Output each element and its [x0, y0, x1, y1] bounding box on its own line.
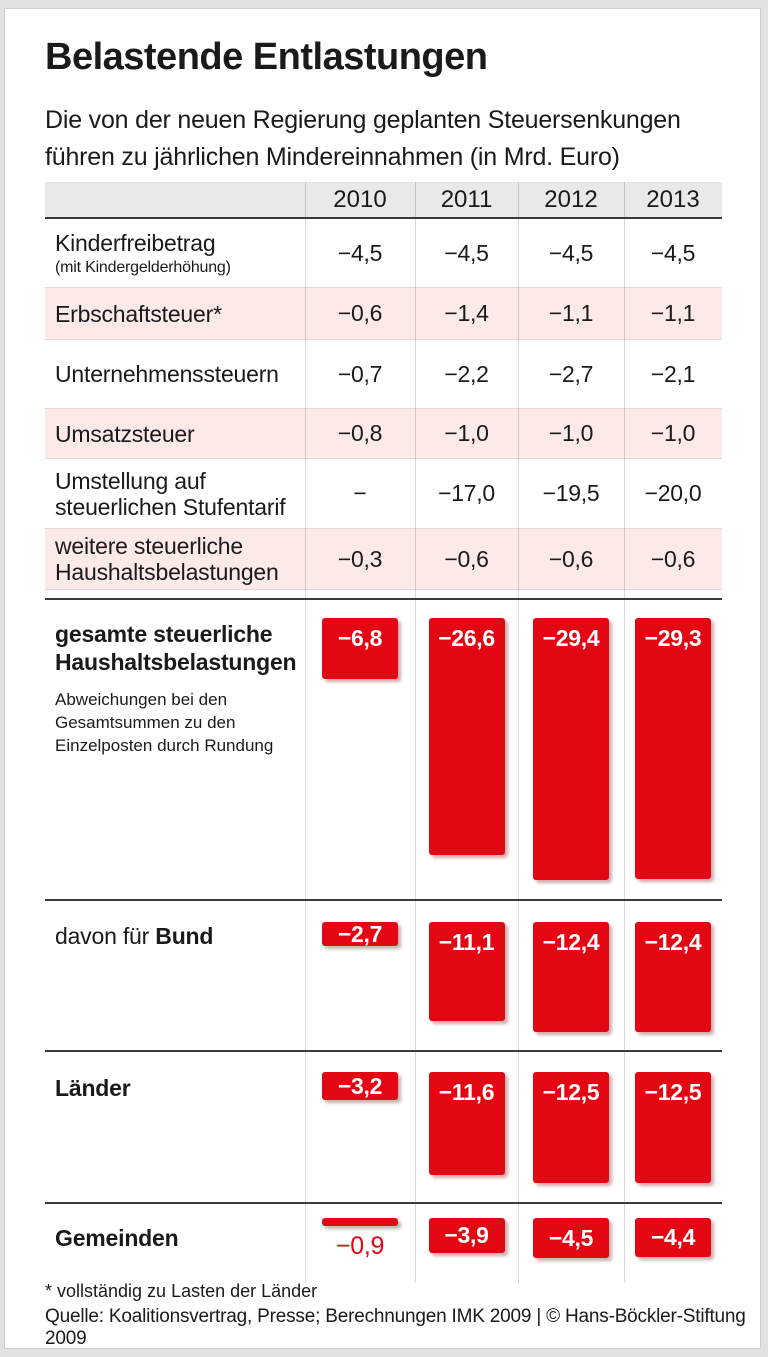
row-label-text: Kinderfreibetrag — [55, 229, 216, 256]
row-value: −20,0 — [644, 480, 702, 506]
tax-table — [45, 219, 722, 590]
footnote: * vollständig zu Lasten der Länder — [45, 1281, 318, 1301]
bar-value-label: −26,6 — [438, 625, 495, 651]
section-label-gesamt-text: gesamte steuerliche Haushaltsbelastungen — [55, 621, 297, 675]
row-value: −0,8 — [337, 420, 383, 446]
bar-value-label: −29,4 — [542, 625, 600, 651]
bar-2010 — [322, 1218, 398, 1226]
row-value: −0,6 — [337, 300, 383, 326]
row-value: − — [353, 480, 367, 506]
row-value: −1,1 — [650, 300, 696, 326]
bar-2013 — [635, 1072, 711, 1183]
bar-value-label: −4,4 — [650, 1224, 696, 1250]
bar-value-label: −11,6 — [438, 1079, 495, 1105]
table-row — [45, 459, 722, 528]
bar-value-label: −6,8 — [337, 625, 383, 651]
bar-2010 — [322, 922, 398, 946]
bar-2011 — [429, 922, 505, 1021]
row-label-text: weitere steuerliche Haushaltsbelastungen — [55, 533, 279, 585]
section-label-bund-text: Bund — [155, 923, 214, 949]
rounding-note: Abweichungen bei den Gesamtsummen zu den Einzelposten durch Rundung — [55, 690, 274, 755]
table-row — [45, 219, 722, 287]
bar-value-label: −12,4 — [542, 929, 600, 955]
row-value: −2,1 — [650, 360, 696, 387]
row-label — [45, 230, 305, 277]
year-header-2013: 2013 — [646, 186, 700, 213]
row-value: −2,2 — [444, 360, 489, 387]
section-label-gemeinden-text: Gemeinden — [55, 1225, 179, 1251]
bar-2012 — [533, 618, 609, 880]
section-label-bund-prefix: davon für — [55, 923, 156, 949]
bar-2011 — [429, 618, 505, 855]
grid-line — [305, 182, 306, 1283]
section-label-laender — [55, 1074, 305, 1102]
bar-2011 — [429, 1072, 505, 1175]
bar-2011 — [429, 1218, 505, 1253]
bar-2013 — [635, 922, 711, 1032]
row-value: −4,5 — [337, 239, 383, 266]
grid-line — [518, 182, 519, 1283]
table-row — [45, 340, 722, 408]
section-divider — [45, 899, 722, 901]
grid-line — [415, 182, 416, 1283]
row-value: −4,5 — [444, 239, 489, 266]
row-value: −0,6 — [444, 545, 489, 572]
row-value: −1,4 — [444, 300, 489, 326]
row-value: −1,0 — [444, 420, 489, 446]
row-value: −1,0 — [548, 420, 594, 446]
row-value: −4,5 — [650, 239, 696, 266]
year-header-2010: 2010 — [333, 186, 387, 213]
row-value: −0,6 — [548, 545, 594, 572]
row-label — [45, 301, 305, 327]
row-label — [45, 421, 305, 447]
bar-value-label: −4,5 — [548, 1224, 594, 1251]
bar-2012 — [533, 1218, 609, 1258]
section-label-laender-text: Länder — [55, 1075, 131, 1101]
subtitle-line-1: Die von der neuen Regierung geplanten Steuersenkungen — [45, 106, 681, 134]
section-label-gesamt — [55, 620, 305, 757]
section-divider — [45, 1050, 722, 1052]
section-divider — [45, 217, 722, 219]
section-label-gemeinden — [55, 1224, 305, 1252]
bar-2013 — [635, 1218, 711, 1257]
section-label-bund — [55, 922, 305, 950]
row-value: −0,6 — [650, 545, 696, 572]
bar-value-label: −29,3 — [644, 625, 702, 651]
row-value: −4,5 — [548, 239, 594, 266]
bar-value-label: −12,4 — [644, 929, 702, 955]
bar-value-label: −11,1 — [438, 929, 495, 955]
bar-2010 — [322, 618, 398, 679]
grid-line — [624, 182, 625, 1283]
bar-2012 — [533, 922, 609, 1032]
bar-2013 — [635, 618, 711, 879]
bar-2012 — [533, 1072, 609, 1183]
bar-value-label: −12,5 — [542, 1079, 600, 1105]
chart-area — [45, 0, 722, 1357]
bar-2010 — [322, 1072, 398, 1100]
year-header-2011: 2011 — [440, 186, 493, 213]
bar-value-label: −2,7 — [337, 920, 383, 947]
row-value: −2,7 — [548, 360, 594, 387]
subtitle-line-2: führen zu jährlichen Mindereinnahmen (in Mrd. Euro) — [45, 143, 620, 171]
page-title: Belastende Entlastungen — [45, 36, 488, 78]
row-value: −0,7 — [337, 360, 383, 387]
section-divider — [45, 1202, 722, 1204]
row-label-text: Umsatzsteuer — [55, 420, 195, 447]
source-line: Quelle: Koalitionsvertrag, Presse; Berechnungen IMK 2009 | © Hans-Böckler-Stiftung 2009 — [45, 1306, 746, 1349]
bar-value-label: −12,5 — [644, 1079, 702, 1105]
bar-value-label: −3,9 — [444, 1222, 489, 1248]
bar-value-label: −0,9 — [335, 1232, 385, 1260]
table-row — [45, 528, 722, 590]
bar-value-label: −3,2 — [337, 1072, 383, 1099]
row-value: −17,0 — [438, 480, 495, 506]
year-header-2012: 2012 — [544, 186, 598, 213]
row-value: −19,5 — [542, 480, 600, 506]
row-sublabel: (mit Kindergelderhöhung) — [55, 258, 231, 276]
row-value: −0,3 — [337, 545, 383, 572]
row-label — [45, 533, 305, 585]
row-label — [45, 361, 305, 387]
row-value: −1,0 — [650, 420, 696, 446]
row-label-text: Unternehmenssteuern — [55, 361, 279, 387]
section-divider — [45, 598, 722, 600]
table-row — [45, 408, 722, 459]
row-label — [45, 468, 305, 520]
row-label-text: Umstellung auf steuerlichen Stufentarif — [55, 467, 286, 520]
table-row — [45, 287, 722, 340]
row-label-text: Erbschaftsteuer* — [55, 300, 222, 327]
row-value: −1,1 — [548, 300, 594, 326]
